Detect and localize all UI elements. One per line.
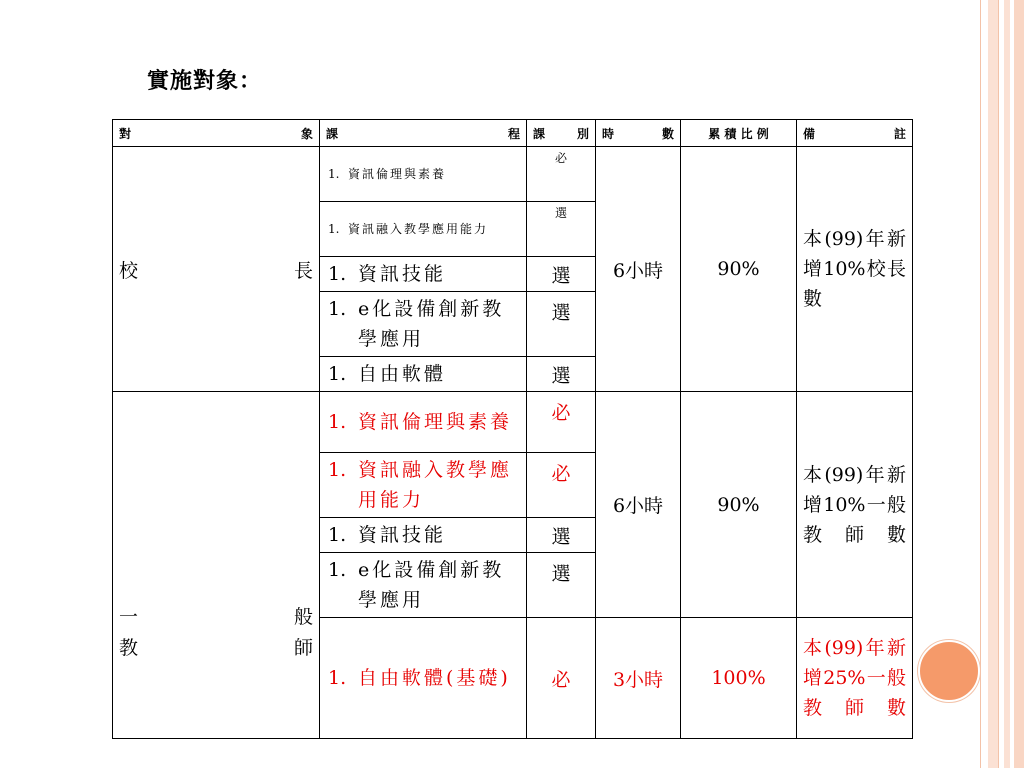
- course-cell: 1. 資訊技能: [320, 257, 527, 292]
- header-type: 課 別: [527, 120, 596, 147]
- course-type: 必: [527, 392, 596, 453]
- hours-principal: 6小時: [596, 147, 681, 392]
- note-teachers: 本(99)年新增10%一般教師數: [797, 392, 913, 618]
- course-table: [112, 119, 913, 739]
- course-cell: 1. 自由軟體(基礎): [320, 618, 527, 739]
- course-cell: 1. 資訊倫理與素養: [320, 147, 527, 202]
- header-target: 對 象: [113, 120, 320, 147]
- header-course: 課 程: [320, 120, 527, 147]
- note-principal: 本(99)年新增10%校長數: [797, 147, 913, 392]
- course-type: 選: [527, 202, 596, 257]
- header-notes: 備 註: [797, 120, 913, 147]
- course-type: 選: [527, 357, 596, 392]
- course-cell: 1. e化設備創新教學應用: [320, 292, 527, 357]
- hours-extra: 3小時: [596, 618, 681, 739]
- course-type: 必: [527, 453, 596, 518]
- table-row: [113, 392, 913, 453]
- course-cell: 1. 自由軟體: [320, 357, 527, 392]
- target-principal: 校 長: [113, 147, 320, 392]
- target-teachers: 一 般 教 師: [113, 392, 320, 739]
- course-cell: 1. e化設備創新教學應用: [320, 553, 527, 618]
- header-hours: 時 數: [596, 120, 681, 147]
- slide-title: 實施對象：: [147, 68, 263, 94]
- course-type: 選: [527, 518, 596, 553]
- course-type: 選: [527, 553, 596, 618]
- header-ratio: 累 積 比 例: [681, 120, 797, 147]
- header-row: [113, 120, 913, 147]
- decorative-circle: [918, 640, 980, 702]
- course-cell: 1. 資訊融入教學應用能力: [320, 202, 527, 257]
- course-cell: 1. 資訊技能: [320, 518, 527, 553]
- course-type: 選: [527, 257, 596, 292]
- course-cell: 1. 資訊倫理與素養: [320, 392, 527, 453]
- hours-teachers: 6小時: [596, 392, 681, 618]
- ratio-extra: 100%: [681, 618, 797, 739]
- ratio-principal: 90%: [681, 147, 797, 392]
- ratio-teachers: 90%: [681, 392, 797, 618]
- table-row: [113, 147, 913, 202]
- course-type: 必: [527, 618, 596, 739]
- course-type: 必: [527, 147, 596, 202]
- note-extra: 本(99)年新增25%一般教師數: [797, 618, 913, 739]
- course-type: 選: [527, 292, 596, 357]
- course-cell: 1. 資訊融入教學應用能力: [320, 453, 527, 518]
- decorative-stripes: [980, 0, 1024, 768]
